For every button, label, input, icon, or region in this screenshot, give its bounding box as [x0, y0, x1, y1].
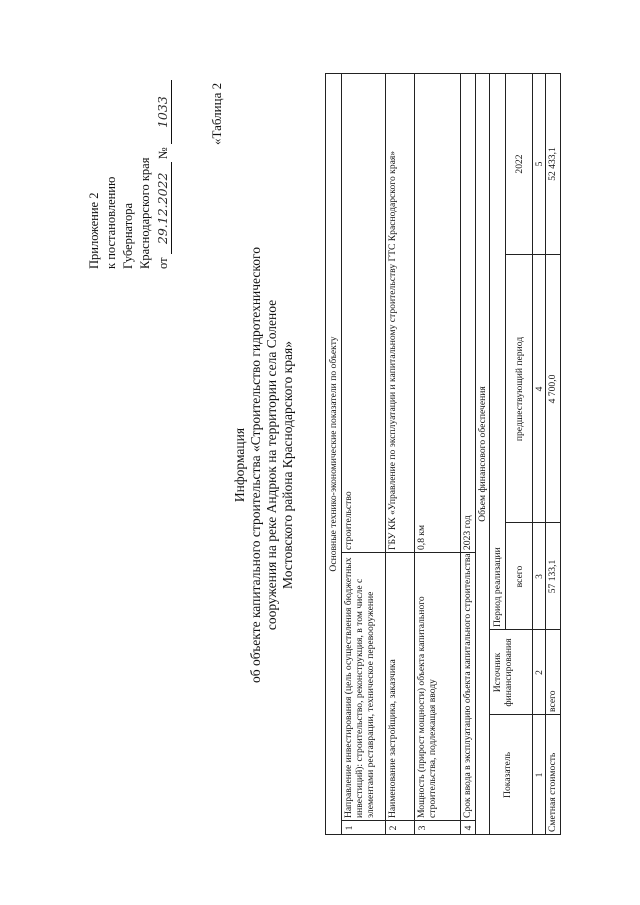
row-value: 0,8 км [416, 524, 427, 550]
table-rule [489, 73, 490, 835]
document-title [232, 195, 296, 735]
col-number: 2 [534, 670, 545, 675]
col-header-total: всего [514, 565, 525, 588]
appendix-block [86, 29, 172, 269]
section-header-indicators: Основные технико-экономические показатели по объекту [328, 336, 339, 572]
row-label: Направление инвестирования (цель осуществления бюджетных инвестиций): строительство, реконструкция, в том числе с элементами реставрации, техническое перевооружение [343, 557, 376, 818]
handwritten-number: 1033 [154, 80, 172, 144]
row-number: 2 [388, 825, 399, 831]
row-label: Мощность (прирост мощности) объекта капитального строительства, подлежащая вводу [416, 596, 438, 818]
row-value: строительство [343, 491, 354, 550]
table-rule [505, 73, 506, 630]
table-label: «Таблица 2 [209, 82, 224, 145]
data-cell-indicator: Сметная стоимость [547, 752, 558, 832]
appendix-line-3: Губернатора [121, 202, 135, 269]
col-header-year: 2022 [514, 154, 525, 174]
data-cell-total: 57 133,1 [547, 559, 558, 594]
appendix-signature-line [154, 29, 172, 269]
from-label: от [156, 257, 170, 269]
appendix-line-2: к постановлению [104, 176, 118, 269]
handwritten-date: 29.12.2022 [154, 162, 172, 254]
row-label: Наименование застройщика, заказчика [387, 659, 398, 818]
row-value: ГБУ КК «Управление по эксплуатации и капитальному строительству ГТС Краснодарского края» [387, 150, 398, 550]
col-header-period: Период реализации [492, 547, 503, 627]
data-cell-previous: 4 700,0 [547, 374, 558, 404]
col-number: 1 [534, 772, 545, 778]
row-label: Срок ввода в эксплуатацию объекта капитального строительства [462, 553, 473, 818]
col-header-previous-period: предшествующий период [514, 336, 525, 442]
appendix-line-1: Приложение 2 [87, 192, 101, 269]
title-line-3: сооружения на реке Андрюк на территории села Соленое [264, 299, 279, 631]
title-line-2: об объекте капитального строительства «Строительство гидротехнического [248, 247, 263, 683]
appendix-line-4: Краснодарского края [138, 157, 152, 269]
col-number: 3 [534, 574, 545, 579]
row-number: 4 [463, 825, 474, 831]
title-line-4: Мостовского района Краснодарского края» [280, 341, 295, 589]
number-label: № [156, 147, 170, 160]
data-cell-year: 52 433,1 [547, 147, 558, 181]
col-header-indicator: Показатель [502, 752, 513, 798]
row-value: 2023 год [462, 515, 473, 550]
col-number: 4 [534, 386, 545, 392]
title-line-1: Информация [232, 427, 247, 503]
row-number: 3 [417, 825, 428, 831]
row-number: 1 [344, 825, 355, 831]
section-header-financing: Объем финансового обеспечения [477, 386, 488, 522]
col-header-source: Источник финансирования [492, 638, 514, 707]
info-table [325, 73, 561, 835]
col-number: 5 [534, 161, 545, 167]
data-cell-source: всего [547, 690, 558, 712]
